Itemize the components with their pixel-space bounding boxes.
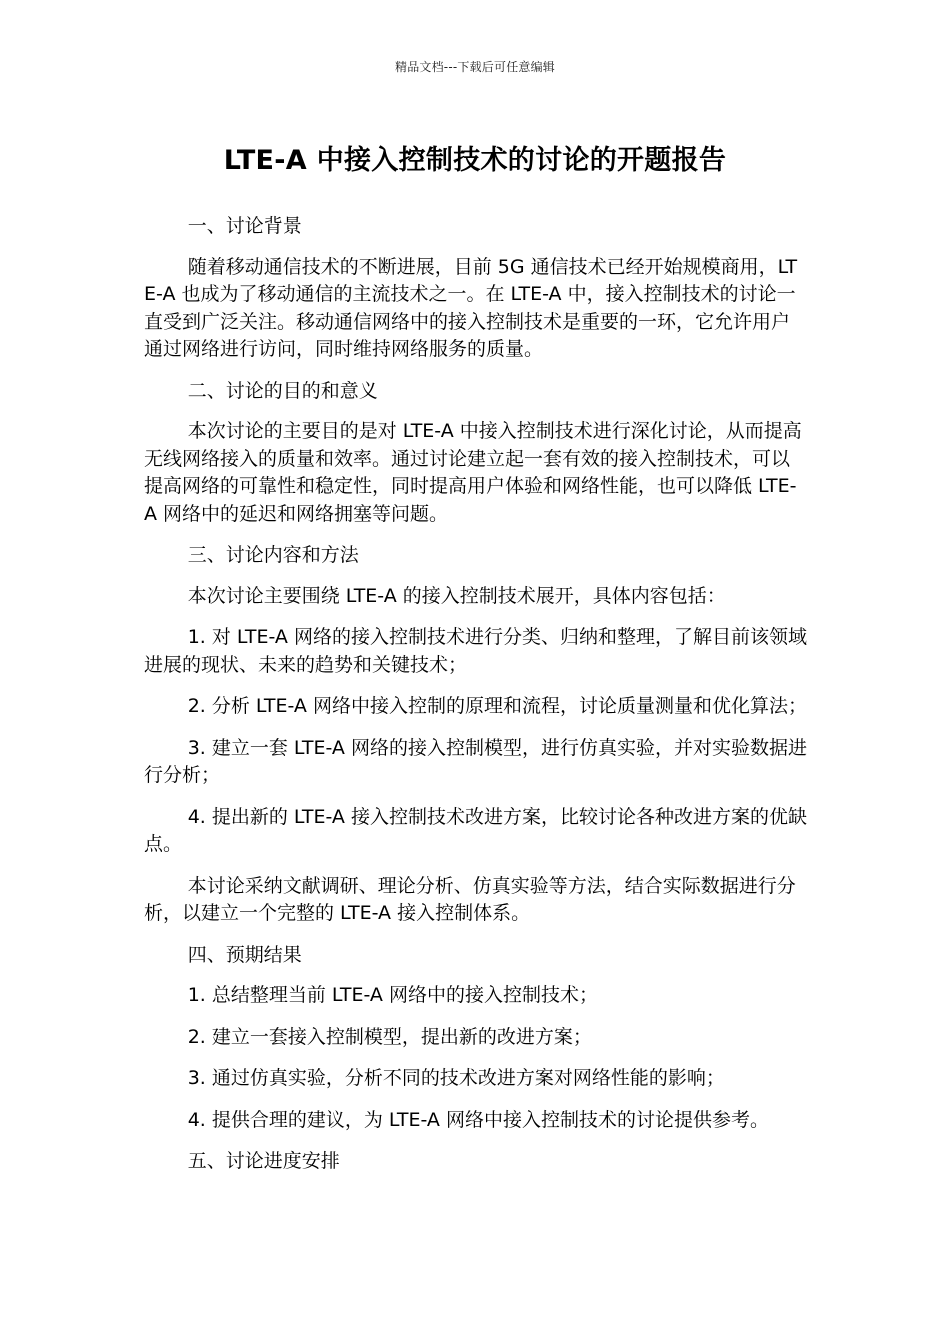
paragraph-method: 本讨论采纳文献调研、理论分析、仿真实验等方法，结合实际数据进行分析，以建立一个完整的 LTE-A 接入控制体系。 — [144, 874, 796, 924]
list-item-result-4: 4. 提供合理的建议，为 LTE-A 网络中接入控制技术的讨论提供参考。 — [187, 1108, 769, 1131]
list-item-content-1: 1. 对 LTE-A 网络的接入控制技术进行分类、归纳和整理，了解目前该领域进展的现状、未来的趋势和关键技术； — [144, 626, 807, 676]
paragraph-content-intro: 本次讨论主要围绕 LTE-A 的接入控制技术展开，具体内容包括： — [187, 584, 726, 607]
document-body — [144, 213, 808, 1189]
section-heading-schedule: 五、讨论进度安排 — [187, 1150, 340, 1172]
list-item-content-4: 4. 提出新的 LTE-A 接入控制技术改进方案，比较讨论各种改进方案的优缺点。 — [144, 805, 807, 855]
section-heading-background: 一、讨论背景 — [187, 215, 302, 237]
paragraph-background: 随着移动通信技术的不断进展，目前 5G 通信技术已经开始规模商用，LTE-A 也成为了移动通信的主流技术之一。在 LTE-A 中，接入控制技术的讨论一直受到广泛关注。移动通信网络中的接入控制技术是重要的一环，它允许用户通过网络进行访问，同时维持网络服务的质量。 — [144, 255, 798, 360]
section-heading-expected-results: 四、预期结果 — [187, 943, 302, 966]
list-item-content-3: 3. 建立一套 LTE-A 网络的接入控制模型，进行仿真实验，并对实验数据进行分析； — [144, 736, 807, 786]
list-item-result-1: 1. 总结整理当前 LTE-A 网络中的接入控制技术； — [187, 984, 598, 1006]
document-title: LTE-A 中接入控制技术的讨论的开题报告 — [223, 145, 727, 176]
section-heading-content-method: 三、讨论内容和方法 — [187, 544, 359, 566]
section-heading-purpose: 二、讨论的目的和意义 — [187, 379, 378, 402]
header-note: 精品文档---下载后可任意编辑 — [395, 60, 555, 74]
list-item-result-3: 3. 通过仿真实验，分析不同的技术改进方案对网络性能的影响； — [187, 1067, 725, 1089]
list-item-content-2: 2. 分析 LTE-A 网络中接入控制的原理和流程，讨论质量测量和优化算法； — [187, 695, 807, 717]
paragraph-purpose: 本次讨论的主要目的是对 LTE-A 中接入控制技术进行深化讨论，从而提高无线网络接入的质量和效率。通过讨论建立起一套有效的接入控制技术，可以提高网络的可靠性和稳定性，同时提高用户体验和网络性能，也可以降低 LTE-A 网络中的延迟和网络拥塞等问题。 — [144, 420, 802, 525]
list-item-result-2: 2. 建立一套接入控制模型，提出新的改进方案； — [187, 1025, 592, 1048]
